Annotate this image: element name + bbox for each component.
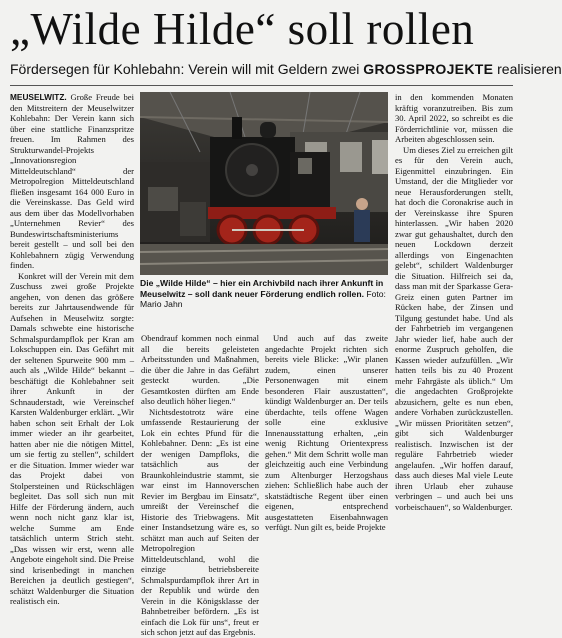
photo-credit: Foto: Mario Jahn: [140, 288, 386, 309]
subheadline-text: Fördersegen für Kohlebahn: Verein will mit Geldern zwei: [10, 61, 364, 77]
paragraph: Obendrauf kommen noch einmal all die bereits geleisteten Arbeitsstunden und Maßnahmen, die über die Jahre in das Gefährt gesteckt wurden. „Die Gesamtkosten dürften am Ende also deutlich höher liegen.“: [141, 333, 259, 406]
article-column-2: [141, 333, 259, 637]
headline: „Wilde Hilde“ soll rollen: [10, 4, 475, 54]
paragraph: Konkret will der Verein mit dem Zuschuss zwei große Projekte angehen, von denen das größere bereits zur Jahrtausendwende für Aufsehen in Meuselwitz sorgte: Damals schwebte eine historische Schmalspurdampflok per Kran am Lokschuppen ein. Das Gefährt mit der seltenen Spurweite 900 mm – auch als „Wilde Hilde“ bekannt – beschäftigt die Kohlebahner seit ihrer Ankunft in der Schnauderstadt, wie Vereinschef Karsten Waldenburger erklärt. „Wir haben schon seit Erhalt der Lok immer wieder an ihr gearbeitet, hatten aber nie die nötigen Mittel, um sie fertig zu stellen“, schildert er die Situation. Immer wieder war das Projekt dabei von Stolpersteinen und Rückschlägen begleitet. Das soll sich nun mit Hilfe der Förderung ändern, auch wenn noch nicht ganz klar ist, welche Summe am Ende tatsächlich unterm Strich steht. „Das wissen wir erst, wenn alle Angebote eingeholt sind. Die Preise sind krisenbedingt in manchen Bereichen ja deutlich gestiegen“, schätzt Waldenburger die Situation realistisch ein.: [10, 270, 134, 606]
subheadline-highlight: GROSSPROJEKTE: [363, 61, 494, 77]
article-column-1: [10, 92, 134, 606]
subheadline-text-end: realisieren: [493, 61, 562, 77]
paragraph: Und auch auf das zweite angedachte Projekt richten sich bereits viele Blicke: „Wir planen zudem, einen unserer Personenwagen mit einem besonderen Flair auszustatten“, kündigt Waldenburger an. Der teils überdachte, teils offene Wagen solle eine exklusive Innenausstattung erhalten, „ein wenig Richtung Orientexpress gehen.“ Mit dem Schritt wolle man gleichzeitig auch eine Verbindung zum Altenburger Herzogshaus ziehen: Schließlich habe auch der skatstädtische Regent über einen eigenen, entsprechend ausgestatteten Eisenbahnwagen verfügt. Nun gilt es, beide Projekte: [265, 333, 388, 532]
paragraph: Um dieses Ziel zu erreichen gilt es für den Verein auch, Eigenmittel einzubringen. Ein Umstand, der die Mitglieder vor neue Herausforderungen stellt, hat doch die Coronakrise auch in der Vereinskasse ihre Spuren hinterlassen. „Wir haben 2020 zwar gut gehaushaltet, durch den neuen Lockdown derzeit allerdings von Eingenachten gelebt“, schildert Waldenburger die Situation. Hilfreich sei da, dass man mit der Sparkasse Gera-Greiz einen guten Partner im Rücken habe, der Zinsen und Tilgung gestundet habe. Und als der Fahrbetrieb im vergangenen Jahr wieder lief, habe auch der enorme Zuspruch geholfen, die Kassen wieder aufzufüllen. „Wir hatten teils bis zu 40 Prozent mehr Fahrgäste als üblich.“ Um die angedachten Großprojekte abzusichern, gelte es nun eben, andere Vorhaben zurückzustellen. „Wir müssen Prioritäten setzen“, gibt sich Waldenburger realistisch. Inzwischen ist der reguläre Fahrbetrieb wieder angelaufen. „Wir hoffen darauf, dass auch dieses Mal viele Leute ihren Urlaub eher zuhause verbringen – und auch bei uns vorbeischauen“, so Waldenburger.: [395, 144, 514, 512]
paragraph: [10, 92, 134, 271]
article-column-3: [265, 333, 388, 595]
dateline: MEUSELWITZ.: [10, 92, 67, 102]
paragraph: Nichtsdestotrotz wäre eine umfassende Restaurierung der Lok ein echtes Pfund für die Kohlebahner. Denn: „Es ist eine der wenigen Dampfloks, die tatsächlich aus der Braunkohleindustrie stammt, sie war einst im Hannoverschen Revier im Bergbau im Einsatz“, umreißt der Vereinschef die Historie des Triebwagens. Mit einer Instandsetzung wäre es, so schätzt man auch auf Seiten der Metropolregion Mitteldeutschland, wohl die einzige betriebsbereite Schmalspurdampflok ihrer Art in der Republik und würde den Verein in die Königsklasse der Bahnbetreiber befördern. „Es ist einfach die Lok für uns“, freut er sich schon jetzt auf das Ergebnis.: [141, 406, 259, 637]
locomotive-photo: [140, 92, 388, 275]
locomotive-photo-illustration: [140, 92, 388, 275]
subheadline: [10, 60, 562, 78]
headline-divider: [10, 85, 513, 86]
caption-text: Die „Wilde Hilde“ – hier ein Archivbild nach ihrer Ankunft in Meuselwitz – soll dank neuer Förderung endlich rollen.: [140, 278, 384, 299]
paragraph: in den kommenden Monaten kräftig voranzutreiben. Bis zum 30. April 2022, so schreibt es die Förderrichtlinie vor, müssen die Arbeiten abgeschlossen sein.: [395, 92, 513, 144]
article-column-4: [395, 92, 513, 592]
photo-caption: [140, 278, 388, 310]
paragraph-text: Große Freude bei den Mitstreitern der Meuselwitzer Kohlebahn: Der Verein kann sich über eine stattliche Finanzspritze freuen. Im Rahmen des Strukturwandel-Projekts „Innovationsregion Mitteldeutschland“ der Metropolregion Mitteldeutschland fließen insgesamt 164 000 Euro in die Vereinskasse. Das Geld wird aus dem über das Modellvorhaben „Unternehmen Revier“ des Bundeswirtschaftsministeriums bereit gestellt – und soll bei den Kohlebahnern zügig Verwendung finden.: [10, 92, 134, 270]
